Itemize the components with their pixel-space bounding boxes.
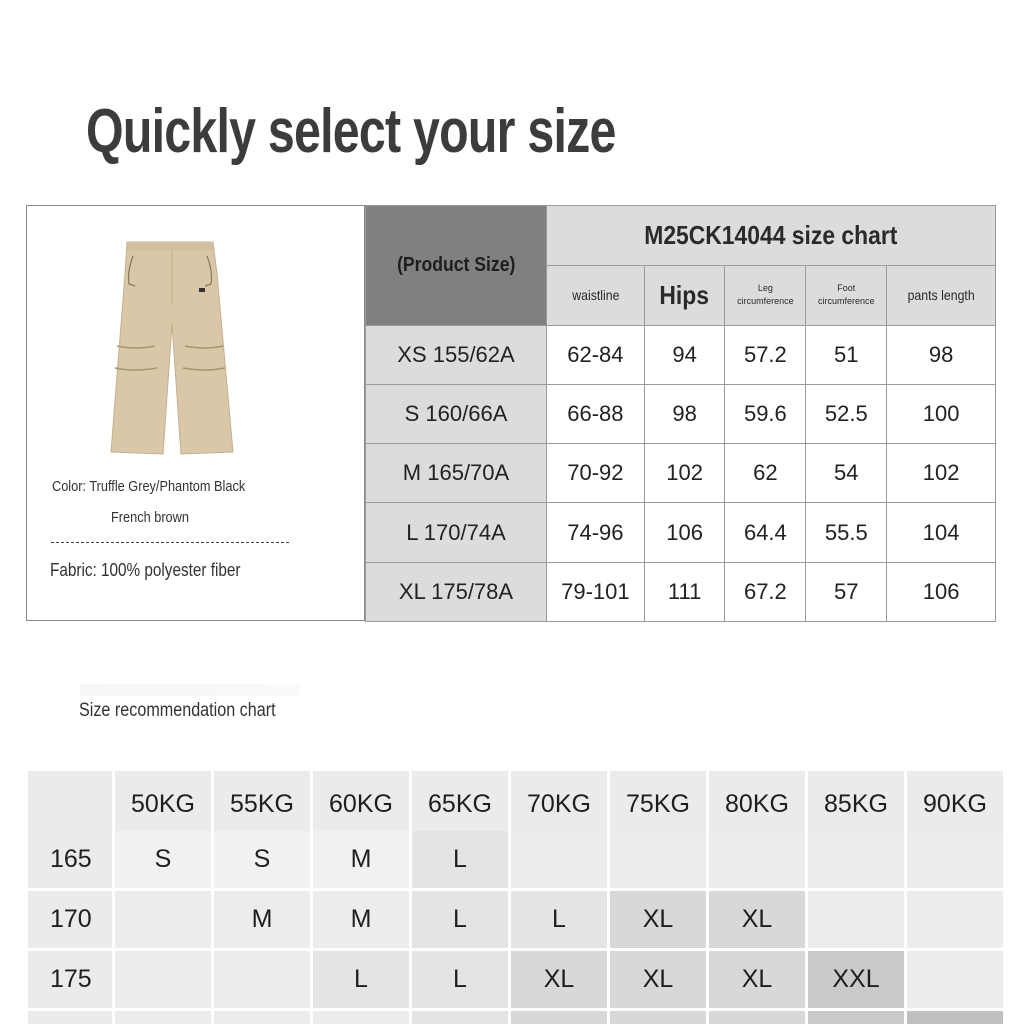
hips-value: 106	[644, 503, 725, 562]
leg-circumference-value: 64.4	[725, 503, 806, 562]
column-header-pants-length: pants length	[887, 266, 996, 325]
size-cell: XL	[610, 951, 706, 1008]
page-title: Quickly select your size	[86, 97, 616, 166]
leg-circumference-value: 59.6	[725, 384, 806, 443]
foot-circumference-value: 57	[806, 562, 887, 621]
table-row	[366, 384, 996, 443]
foot-circumference-value: 51	[806, 325, 887, 384]
size-cell: M	[313, 891, 409, 948]
size-chart-title: M25CK14044 size chart	[547, 206, 996, 266]
weight-header: 65KG	[412, 771, 508, 837]
leg-circumference-value: 62	[725, 444, 806, 503]
size-cell	[214, 1011, 310, 1024]
product-size-header: (Product Size)	[366, 206, 547, 326]
weight-header: 60KG	[313, 771, 409, 837]
size-cell: XL	[511, 951, 607, 1008]
size-cell	[610, 1011, 706, 1024]
size-label: L 170/74A	[366, 503, 547, 562]
weight-header: 90KG	[907, 771, 1003, 837]
size-cell	[511, 831, 607, 888]
size-cell	[115, 951, 211, 1008]
pants-product-image	[105, 234, 239, 456]
size-cell: S	[115, 831, 211, 888]
weight-header: 85KG	[808, 771, 904, 837]
product-color-label-line2: French brown	[111, 509, 189, 526]
pants-length-value: 102	[887, 444, 996, 503]
leg-circumference-value: 57.2	[725, 325, 806, 384]
size-cell: L	[412, 891, 508, 948]
weight-header: 50KG	[115, 771, 211, 837]
size-cell: M	[313, 831, 409, 888]
weight-header: 75KG	[610, 771, 706, 837]
size-cell: M	[214, 891, 310, 948]
size-cell: L	[313, 951, 409, 1008]
pants-length-value: 104	[887, 503, 996, 562]
hips-value: 102	[644, 444, 725, 503]
divider	[51, 542, 289, 543]
weight-header: 70KG	[511, 771, 607, 837]
size-label: S 160/66A	[366, 384, 547, 443]
height-label: 175	[28, 951, 112, 1008]
product-card	[26, 205, 365, 621]
size-cell	[907, 951, 1003, 1008]
hips-value: 111	[644, 562, 725, 621]
table-row	[366, 503, 996, 562]
size-cell	[907, 891, 1003, 948]
size-chart-table	[365, 205, 996, 622]
size-cell	[808, 891, 904, 948]
recommendation-chart-title: Size recommendation chart	[79, 700, 276, 721]
column-header-leg-circumference: Leg circumference	[725, 266, 806, 325]
faded-text-artifact	[80, 684, 300, 696]
column-header-waistline: waistline	[547, 266, 645, 325]
size-cell: L	[412, 951, 508, 1008]
waistline-value: 79-101	[547, 562, 645, 621]
hips-value: 98	[644, 384, 725, 443]
waistline-value: 62-84	[547, 325, 645, 384]
waistline-value: 74-96	[547, 503, 645, 562]
size-label: M 165/70A	[366, 444, 547, 503]
pants-length-value: 106	[887, 562, 996, 621]
table-row	[366, 444, 996, 503]
size-cell	[907, 831, 1003, 888]
size-cell: XL	[610, 891, 706, 948]
size-label: XS 155/62A	[366, 325, 547, 384]
size-cell	[511, 1011, 607, 1024]
size-cell	[808, 1011, 904, 1024]
pants-length-value: 100	[887, 384, 996, 443]
column-header-foot-circumference: Foot circumference	[806, 266, 887, 325]
waistline-value: 70-92	[547, 444, 645, 503]
foot-circumference-value: 55.5	[806, 503, 887, 562]
size-cell: XL	[709, 951, 805, 1008]
size-cell	[610, 831, 706, 888]
size-cell	[115, 891, 211, 948]
size-cell: XXL	[808, 951, 904, 1008]
pants-length-value: 98	[887, 325, 996, 384]
size-cell	[412, 1011, 508, 1024]
size-label: XL 175/78A	[366, 562, 547, 621]
leg-circumference-value: 67.2	[725, 562, 806, 621]
waistline-value: 66-88	[547, 384, 645, 443]
size-cell: S	[214, 831, 310, 888]
size-cell	[313, 1011, 409, 1024]
size-cell	[709, 831, 805, 888]
column-header-hips: Hips	[644, 266, 725, 325]
size-cell	[214, 951, 310, 1008]
size-cell: L	[511, 891, 607, 948]
product-fabric-label: Fabric: 100% polyester fiber	[50, 560, 241, 580]
size-cell	[709, 1011, 805, 1024]
size-cell: XL	[709, 891, 805, 948]
size-recommendation-grid	[28, 771, 1003, 1024]
table-row	[366, 562, 996, 621]
hips-value: 94	[644, 325, 725, 384]
size-cell	[907, 1011, 1003, 1024]
corner-cell	[28, 771, 112, 837]
foot-circumference-value: 54	[806, 444, 887, 503]
foot-circumference-value: 52.5	[806, 384, 887, 443]
table-row	[366, 325, 996, 384]
size-cell	[115, 1011, 211, 1024]
size-cell: L	[412, 831, 508, 888]
height-label: 165	[28, 831, 112, 888]
height-label: 170	[28, 891, 112, 948]
size-cell	[808, 831, 904, 888]
height-label	[28, 1011, 112, 1024]
weight-header: 55KG	[214, 771, 310, 837]
product-color-label: Color: Truffle Grey/Phantom Black	[52, 478, 246, 495]
weight-header: 80KG	[709, 771, 805, 837]
